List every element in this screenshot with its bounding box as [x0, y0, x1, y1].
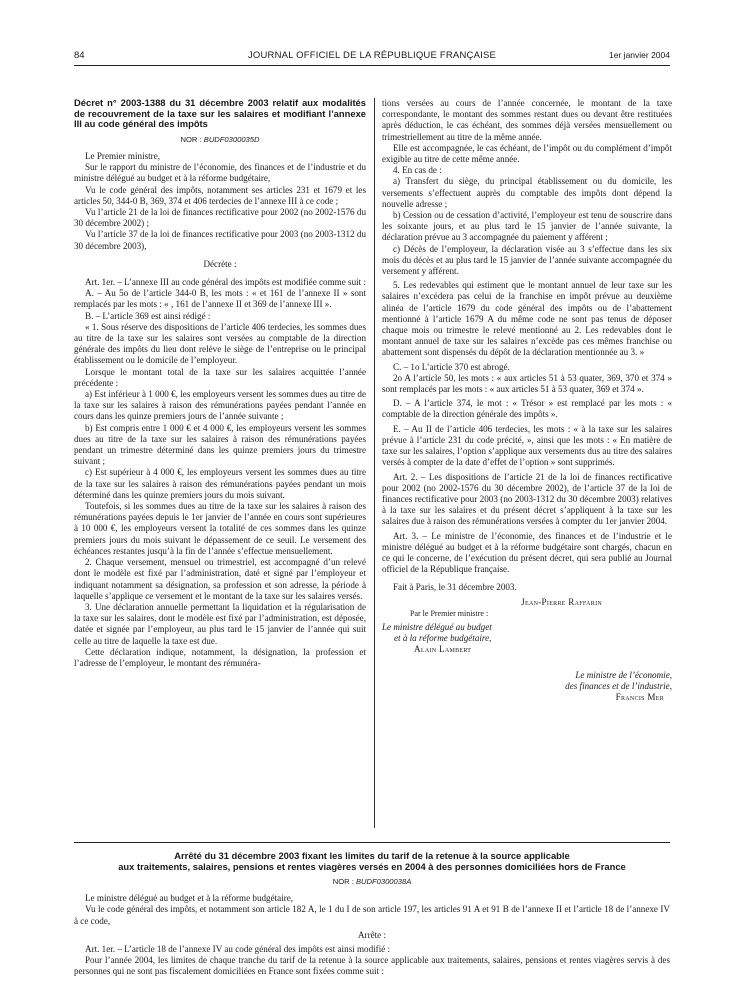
arrete-title-line-2: aux traitements, salaires, pensions et rentes viagères versés en 2004 à des personnes domiciliées hors de France [118, 861, 626, 872]
budget-minister-role: et à la réforme budgétaire, [394, 633, 492, 644]
pm-signature: Jean-Pierre Raffarin [521, 596, 602, 607]
paragraph: C. – 1o L’article 370 est abrogé. [393, 361, 510, 372]
paragraph: Vu le code général des impôts, et notamment son article 182 A, le 1 du I de son article 197, les articles 91 A et 91 B de l’annexe II et l’article 18 de l’annexe IV à ce code, [74, 904, 670, 926]
decret-left-column [74, 98, 366, 669]
paragraph: Toutefois, si les sommes dues au titre de la taxe sur les salaires à raison des rémunérations payées depuis le 1er janvier de l’année en cours sont supérieures à 10 000 €, les employeurs versent la totalité de ces sommes dans les quinze premiers jours du mois suivant le dépassement de ce seuil. Le versement des échéances restantes jusqu’à la fin de l’année s’effectue mensuellement. [74, 501, 366, 556]
decret-title: Décret n° 2003-1388 du 31 décembre 2003 relatif aux modalités de recouvrement de la taxe sur les salaires et modifiant l’annexe III au code général des impôts [74, 97, 366, 130]
issue-date: 1er janvier 2004 [609, 50, 670, 60]
eco-minister: Le ministre de l’économie, [575, 669, 672, 680]
budget-minister: Le ministre délégué au budget [382, 621, 492, 632]
section-rule [74, 842, 670, 843]
paragraph: c) Décès de l’employeur, la déclaration visée au 3 s’effectue dans les six mois du décès et au plus tard le 15 janvier de l’année suivante accompagnée du versement y afférent. [382, 243, 672, 277]
page-header [74, 50, 670, 64]
header-rule [74, 65, 670, 66]
paragraph: 3. Une déclaration annuelle permettant la liquidation et la régularisation de la taxe sur les salaires, dont le modèle est fixé par l’administration, est déposée, datée et signée par l’employeur, au plus tard le 15 janvier de l’année qui suit celle au titre de laquelle la taxe est due. [74, 601, 366, 646]
paragraph: Vu l’article 37 de la loi de finances rectificative pour 2003 (no 2003-1312 du 30 décembre 2003), [74, 229, 366, 251]
decret-right-column [382, 98, 672, 703]
arrete-section [74, 850, 670, 978]
paragraph: 4. En cas de : [393, 165, 442, 176]
paragraph: Elle est accompagnée, le cas échéant, de l’impôt ou du complément d’impôt exigible au titre de cette même année. [382, 142, 672, 165]
paragraph: Pour l’année 2004, les limites de chaque tranche du tarif de la retenue à la source applicable aux traitements, salaires, pensions et rentes viagères servis à des personnes qui ne sont pas fiscalement domiciliées en France sont fixées comme suit : [74, 955, 670, 977]
arrete-article-1: Art. 1er. – L’article 18 de l’annexe IV au code général des impôts est ainsi modifié : [85, 944, 391, 955]
paragraph: « 1. Sous réserve des dispositions de l’article 406 terdecies, les sommes dues au titre de la taxe sur les salaires sont versées au comptable de la direction générale des impôts du lieu dont relève le siège de l’entreprise ou le principal établissement ou le domicile de l’employeur. [74, 321, 366, 366]
paragraph: B. – L’article 369 est ainsi rédigé : [85, 310, 211, 321]
paragraph: E. – Au II de l’article 406 terdecies, les mots : « à la taxe sur les salaires prévue à l’article 231 du code précité, », ainsi que les mots : « En matière de taxe sur les salaires, l’option s’applique aux versements dus au titre des salaires versés à compter de la date d’effet de l’option » sont supprimés. [382, 423, 672, 468]
eco-minister-role: des finances et de l’industrie, [565, 680, 672, 691]
arrete-title-line-1: Arrêté du 31 décembre 2003 fixant les limites du tarif de la retenue à la source applicable [174, 850, 570, 861]
paragraph: a) Transfert du siège, du principal établissement ou du domicile, les versements s’effectuent auprès du comptable des impôts dont dépend la nouvelle adresse ; [382, 176, 672, 209]
paragraph: 2o A l’article 50, les mots : « aux articles 51 à 53 quater, 369, 370 et 374 » sont remplacés par les mots : « aux articles 51 à 53 quater, 369 et 374 ». [382, 372, 672, 395]
article-3: Art. 3. – Le ministre de l’économie, des finances et de l’industrie et le ministre délégué au budget et à la réforme budgétaire sont chargés, chacun en ce qui le concerne, de l’exécution du présent décret, qui sera publié au Journal officiel de la République française. [382, 530, 672, 575]
paragraph: A. – Au 5o de l’article 344-0 B, les mots : « et 161 de l’annexe II » sont remplacés par les mots : « , 161 de l’annexe II et 369 de l’annexe III ». [74, 288, 366, 310]
paragraph: a) Est inférieur à 1 000 €, les employeurs versent les sommes dues au titre de la taxe sur les salaires à raison des rémunérations payées pendant l’année en cours dans les quinze premiers jours de l’année suivante ; [74, 389, 366, 422]
article-2: Art. 2. – Les dispositions de l’article 21 de la loi de finances rectificative pour 2002 (no 2002-1576 du 30 décembre 2002), de l’article 37 de la loi de finances rectificative pour 2003 (no 2003-1312 du 30 décembre 2003) relatives à la taxe sur les salaires et du présent décret s’appliquent à la taxe sur les salaires due à raison des rémunérations versées à compter du 1er janvier 2004. [382, 471, 672, 527]
paragraph: Vu le code général des impôts, notamment ses articles 231 et 1679 et les articles 50, 344-0 B, 369, 374 et 406 terdecies de l’annexe III à ce code ; [74, 184, 366, 206]
arrete-nor: NOR : BUDF0300038A [332, 877, 412, 886]
signing-place-date: Fait à Paris, le 31 décembre 2003. [393, 582, 517, 593]
paragraph: Le Premier ministre, [85, 150, 161, 161]
paragraph: Sur le rapport du ministre de l’économie, des finances et de l’industrie et du ministre délégué au budget et à la réforme budgétaire, [74, 162, 366, 184]
paragraph: Vu l’article 21 de la loi de finances rectificative pour 2002 (no 2002-1576 du 30 décembre 2002) ; [74, 207, 366, 229]
journal-title: JOURNAL OFFICIEL DE LA RÉPUBLIQUE FRANÇAISE [247, 50, 497, 61]
budget-minister-name: Alain Lambert [414, 644, 472, 655]
paragraph: b) Cession ou de cessation d’activité, l’employeur est tenu de souscrire dans les soixante jours, et au plus tard le 15 janvier de l’année suivante, la déclaration prévue au 3 accompagnée du paiement y afférent ; [382, 210, 672, 243]
pm-intro: Par le Premier ministre : [410, 608, 489, 618]
column-divider [374, 98, 375, 828]
arrete-heading: Arrête : [357, 929, 387, 940]
paragraph: Lorsque le montant total de la taxe sur les salaires acquittée l’année précédente : [74, 366, 366, 388]
paragraph: 2. Chaque versement, mensuel ou trimestriel, est accompagné d’un relevé dont le modèle est fixé par l’administration, daté et signé par l’employeur et indiquant notamment sa désignation, sa profession et son adresse, la période à laquelle s’applique ce versement et le montant de la taxe sur les salaires versés. [74, 557, 366, 601]
eco-minister-name: Francis Mer [615, 691, 664, 702]
article-1: Art. 1er. – L’annexe III au code général des impôts est modifiée comme suit : [85, 277, 366, 288]
page-number: 84 [74, 50, 85, 61]
decret-nor: NOR : BUDF0300035D [180, 134, 260, 144]
paragraph: c) Est supérieur à 4 000 €, les employeurs versent les sommes dues au titre de la taxe sur les salaires à raison des rémunérations payées pendant un mois déterminé dans les quinze premiers jours du mois suivant. [74, 467, 366, 500]
paragraph: D. – A l’article 374, le mot : « Trésor » est remplacé par les mots : « comptable de la direction générale des impôts ». [382, 398, 672, 420]
paragraph: 5. Les redevables qui estiment que le montant annuel de leur taxe sur les salaires n’excédera pas celui de la franchise en impôt prévue au deuxième alinéa de l’article 1679 du code général des impôts ou de l’abattement mentionné à l’article 1679 A du même code ne sont pas tenus de déposer chaque mois ou trimestre le relevé mentionné au 2. Les redevables dont le montant annuel de taxe sur les salaires n’excède pas ces mêmes franchise ou abattement sont dispensés du dépôt de la déclaration mentionnée au 3. » [382, 280, 672, 358]
paragraph: Le ministre délégué au budget et à la réforme budgétaire, [85, 893, 294, 904]
paragraph: tions versées au cours de l’année concernée, le montant de la taxe correspondante, le montant des sommes restant dues ou devant être restituées après déduction, le cas échéant, des sommes déjà versées mensuellement ou trimestriellement au titre de la même année. [382, 98, 672, 142]
decrete-heading: Décrète : [203, 258, 237, 269]
paragraph: b) Est compris entre 1 000 € et 4 000 €, les employeurs versent les sommes dues au titre de la taxe sur les salaires à raison des rémunérations payées pendant un trimestre déterminé dans les quinze premiers jours du trimestre suivant ; [74, 422, 366, 467]
paragraph: Cette déclaration indique, notamment, la désignation, la profession et l’adresse de l’employeur, le montant des rémunéra- [74, 646, 366, 668]
